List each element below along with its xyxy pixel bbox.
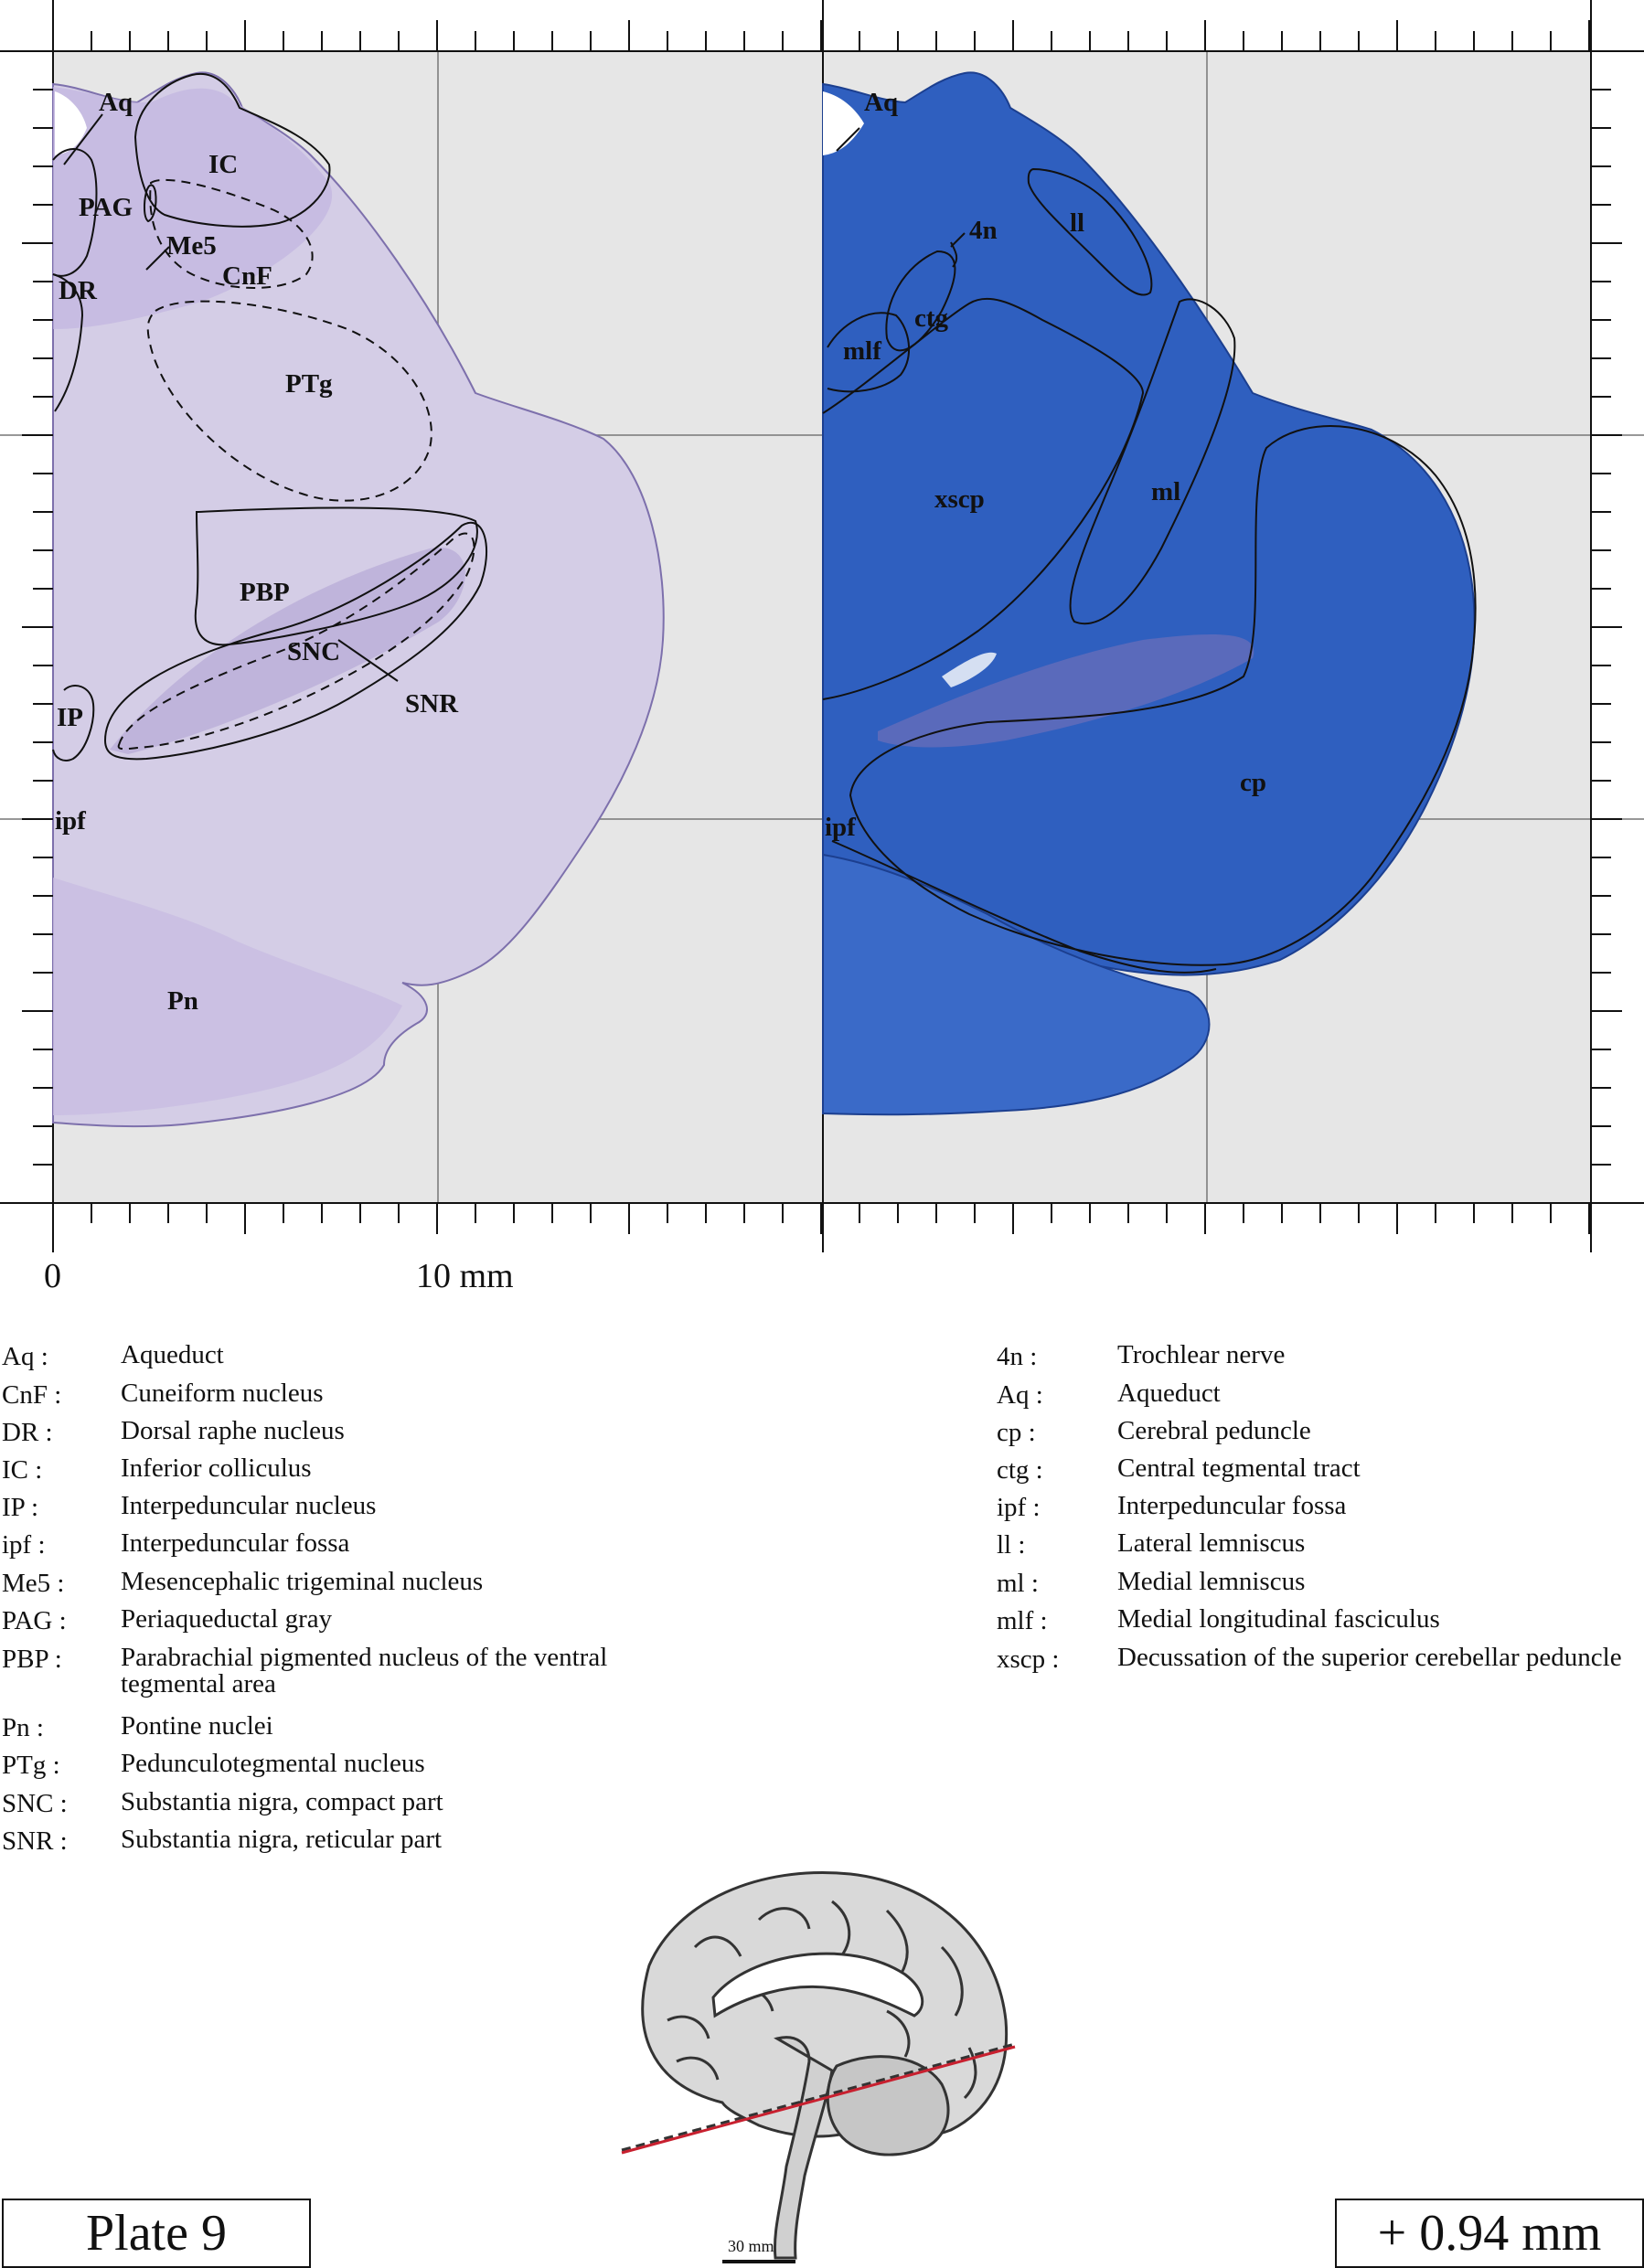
position-label: + 0.94 mm <box>1377 2205 1602 2262</box>
legend-right-item-abbr: ll : <box>997 1530 1026 1560</box>
legend-left-item-desc: Substantia nigra, reticular part <box>121 1825 443 1854</box>
label-4n: 4n <box>969 216 998 245</box>
label-pag: PAG <box>79 193 133 222</box>
label-ip: IP <box>57 703 83 732</box>
legend-left-item-abbr: IP : <box>2 1493 39 1522</box>
legend-right-item-abbr: Aq : <box>997 1380 1043 1410</box>
legend-left-item-desc: Interpeduncular nucleus <box>121 1491 377 1520</box>
label-ml: ml <box>1151 477 1181 506</box>
label-xscp: xscp <box>934 484 985 514</box>
legend-right-item-desc: Medial longitudinal fasciculus <box>1117 1604 1440 1634</box>
position-label-box <box>1335 2199 1644 2268</box>
plate-label: Plate 9 <box>86 2205 227 2262</box>
label-ipf-left: ipf <box>55 806 86 836</box>
legend-left-item-abbr: PAG : <box>2 1606 67 1635</box>
legend-left-item-desc: Aqueduct <box>121 1340 224 1369</box>
label-cp: cp <box>1240 768 1266 797</box>
legend-left-item-desc: Pontine nuclei <box>121 1711 273 1741</box>
legend-left-item-desc: Mesencephalic trigeminal nucleus <box>121 1567 484 1596</box>
plate-label-box <box>2 2199 311 2268</box>
legend-right-item-desc: Interpeduncular fossa <box>1117 1491 1347 1520</box>
legend-left-item-abbr: SNC : <box>2 1789 68 1818</box>
legend-right-item-desc: Aqueduct <box>1117 1379 1221 1408</box>
legend-right-item-desc: Trochlear nerve <box>1117 1340 1286 1369</box>
scale-ten-label: 10 mm <box>416 1257 514 1295</box>
legend-right-item-abbr: mlf : <box>997 1606 1048 1635</box>
scale-bar <box>722 2260 795 2263</box>
label-snr: SNR <box>405 689 459 719</box>
legend-right-item-desc: Medial lemniscus <box>1117 1567 1306 1596</box>
label-ctg: ctg <box>914 303 949 333</box>
label-aq-left: Aq <box>99 88 133 117</box>
legend-right-item-desc: Lateral lemniscus <box>1117 1528 1306 1558</box>
scale-zero-label: 0 <box>44 1257 61 1295</box>
legend-right-item-abbr: cp : <box>997 1418 1036 1447</box>
label-ptg: PTg <box>285 369 333 399</box>
label-ipf-right: ipf <box>825 813 856 842</box>
legend-left-item-desc: Interpeduncular fossa <box>121 1528 350 1558</box>
legend-left-item-abbr: ipf : <box>2 1530 46 1560</box>
legend-right-item-abbr: ipf : <box>997 1493 1041 1522</box>
label-me5: Me5 <box>166 231 217 261</box>
legend-left-item-desc: Pedunculotegmental nucleus <box>121 1749 425 1778</box>
legend-left-item-abbr: DR : <box>2 1418 53 1447</box>
legend-left-item-abbr: Aq : <box>2 1342 48 1371</box>
legend-left-item-desc: Periaqueductal gray <box>121 1604 333 1634</box>
legend-right-item-abbr: ctg : <box>997 1455 1043 1485</box>
label-aq-right: Aq <box>864 88 899 117</box>
label-cnf: CnF <box>222 261 272 291</box>
legend-left-item-desc: Substantia nigra, compact part <box>121 1787 443 1816</box>
legend-left-item-desc: Cuneiform nucleus <box>121 1379 324 1408</box>
label-pbp: PBP <box>240 578 290 607</box>
legend-right-item-desc: Central tegmental tract <box>1117 1453 1361 1483</box>
legend-left-item-abbr: PTg : <box>2 1751 60 1780</box>
legend-left-item-desc: Dorsal raphe nucleus <box>121 1416 345 1445</box>
label-ic: IC <box>208 150 239 179</box>
legend-left-item-abbr: Pn : <box>2 1713 44 1742</box>
legend-right-item-abbr: xscp : <box>997 1645 1060 1674</box>
sagittal-brain-diagram <box>613 1865 1033 2267</box>
scale-bar-label: 30 mm <box>728 2237 774 2255</box>
label-snc: SNC <box>287 637 341 666</box>
label-pn: Pn <box>167 986 198 1016</box>
label-mlf: mlf <box>843 336 881 366</box>
legend-left-item-abbr: IC : <box>2 1455 43 1485</box>
legend-right-item-desc: Cerebral peduncle <box>1117 1416 1311 1445</box>
label-dr: DR <box>59 276 97 305</box>
legend-left-item-abbr: Me5 : <box>2 1569 65 1598</box>
legend-left-item-abbr: CnF : <box>2 1380 62 1410</box>
legend-right-item-abbr: 4n : <box>997 1342 1038 1371</box>
legend-left-item-abbr: PBP : <box>2 1645 62 1674</box>
legend-right-item-desc: Decussation of the superior cerebellar peduncle <box>1117 1643 1622 1672</box>
legend-left-item-desc: Parabrachial pigmented nucleus of the ventral tegmental area <box>121 1643 608 1698</box>
legend-left-item-desc: Inferior colliculus <box>121 1453 312 1483</box>
label-ll: ll <box>1070 208 1085 238</box>
legend-right-item-abbr: ml : <box>997 1569 1039 1598</box>
legend-left-item-abbr: SNR : <box>2 1826 68 1856</box>
cerebellum <box>827 2057 948 2155</box>
